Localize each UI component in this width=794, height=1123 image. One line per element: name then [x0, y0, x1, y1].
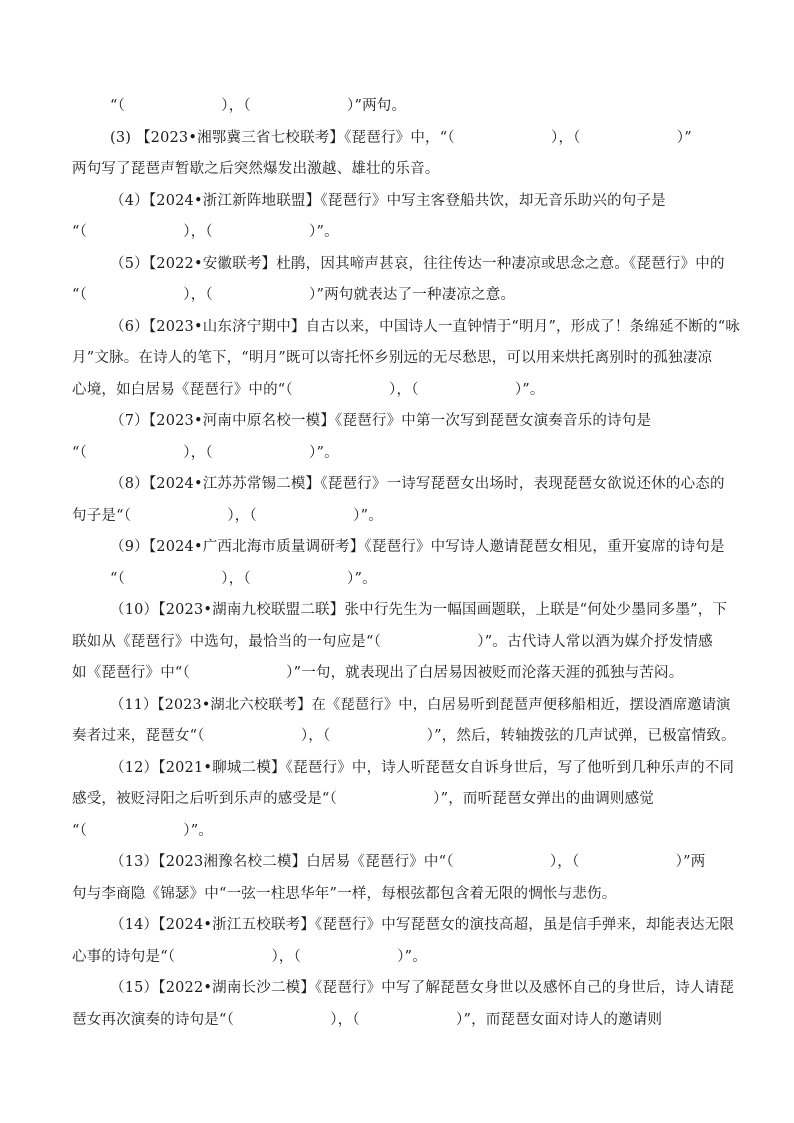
- question-7-line: （7）【2023•河南中原名校一模】《琵琶行》中第一次写到琵琶女演奏音乐的诗句是: [110, 413, 652, 429]
- question-14-line: （14）【2024•浙江五校联考】《琵琶行》中写琵琶女的演技高超，虽是信手弹来，却能表达无限: [110, 917, 735, 933]
- text-line: 月”文脉。在诗人的笔下，“明月”既可以寄托怀乡别远的无尽愁思，可以用来烘托离别时的孤独凄凉: [72, 350, 713, 366]
- text-line: 如《琵琶行》中“（ ）”一句，就表现出了白居易因被贬而沦落天涯的孤独与苦闷。: [72, 665, 684, 681]
- text-line: “（ ）”。: [72, 823, 214, 839]
- text-line: 句子是“（ ），（ ）”。: [72, 508, 383, 524]
- text-line: “（ ），（ ）”。: [72, 224, 339, 240]
- text-line: 两句写了琵琶声暂歇之后突然爆发出激越、雄壮的乐音。: [72, 161, 440, 177]
- question-6-line: （6）【2023•山东济宁期中】自古以来，中国诗人一直钟情于“明月”，形成了！条绵延不断的“咏: [110, 319, 741, 335]
- text-line: “（ ），（ ）”两句。: [110, 98, 407, 114]
- text-line: “（ ），（ ）”两句就表达了一种凄凉之意。: [72, 287, 516, 303]
- question-15-line: （15）【2022•湖南长沙二模】《琵琶行》中写了解琵琶女身世以及感怀自己的身世后，诗人请琵: [110, 980, 735, 996]
- question-8-line: （8）【2024•江苏苏常锡二模】《琵琶行》一诗写琵琶女出场时，表现琵琶女欲说还休的心态的: [110, 476, 725, 492]
- question-3-line: (3) 【2023•湘鄂冀三省七校联考】《琵琶行》中，“（ ），（ ）”: [110, 130, 692, 146]
- text-line: 琶女再次演奏的诗句是“（ ），（ ）”，而琵琶女面对诗人的邀请则: [72, 1012, 663, 1028]
- text-line: 句与李商隐《锦瑟》中“一弦一柱思华年”一样，每根弦都包含着无限的惆怅与悲伤。: [72, 886, 617, 902]
- text-line: “（ ），（ ）”。: [72, 445, 339, 461]
- text-line: 感受，被贬浔阳之后听到乐声的感受是“（ ）”，而听琵琶女弹出的曲调则感觉: [72, 791, 655, 807]
- question-5-line: （5）【2022•安徽联考】杜鹃，因其啼声甚哀，往往传达一种凄凉或思念之意。《琵琶行》中的: [110, 256, 725, 272]
- question-12-line: （12）【2021•聊城二模】《琵琶行》中，诗人听琵琶女自诉身世后，写了他听到几种乐声的不同: [110, 760, 735, 776]
- text-line: “（ ），（ ）”。: [110, 571, 377, 587]
- question-4-line: （4）【2024•浙江新阵地联盟】《琵琶行》中写主客登船共饮，却无音乐助兴的句子是: [110, 193, 666, 209]
- question-10-line: （10）【2023•湖南九校联盟二联】张中行先生为一幅国画题联，上联是“何处少墨同多墨”，下: [110, 602, 728, 618]
- text-line: 奏者过来，琵琶女“（ ），（ ）”，然后，转轴拨弦的几声试弹，已极富情致。: [72, 728, 736, 744]
- text-line: 心事的诗句是“（ ），（ ）”。: [72, 949, 427, 965]
- question-11-line: （11）【2023•湖北六校联考】在《琵琶行》中，白居易听到琵琶声便移船相近，摆设酒席邀请演: [110, 697, 731, 713]
- question-13-line: （13）【2023湘豫名校二模】白居易《琵琶行》中“（ ），（ ）”两: [110, 854, 706, 870]
- question-9-line: （9）【2024•广西北海市质量调研考】《琵琶行》中写诗人邀请琵琶女相见，重开宴席的诗句是: [110, 539, 725, 555]
- text-line: 联如从《琵琶行》中选句，最恰当的一句应是“（ ）”。古代诗人常以酒为媒介抒发情感: [72, 634, 713, 650]
- text-line: 心境，如白居易《琵琶行》中的“（ ），（ ）”。: [72, 382, 545, 398]
